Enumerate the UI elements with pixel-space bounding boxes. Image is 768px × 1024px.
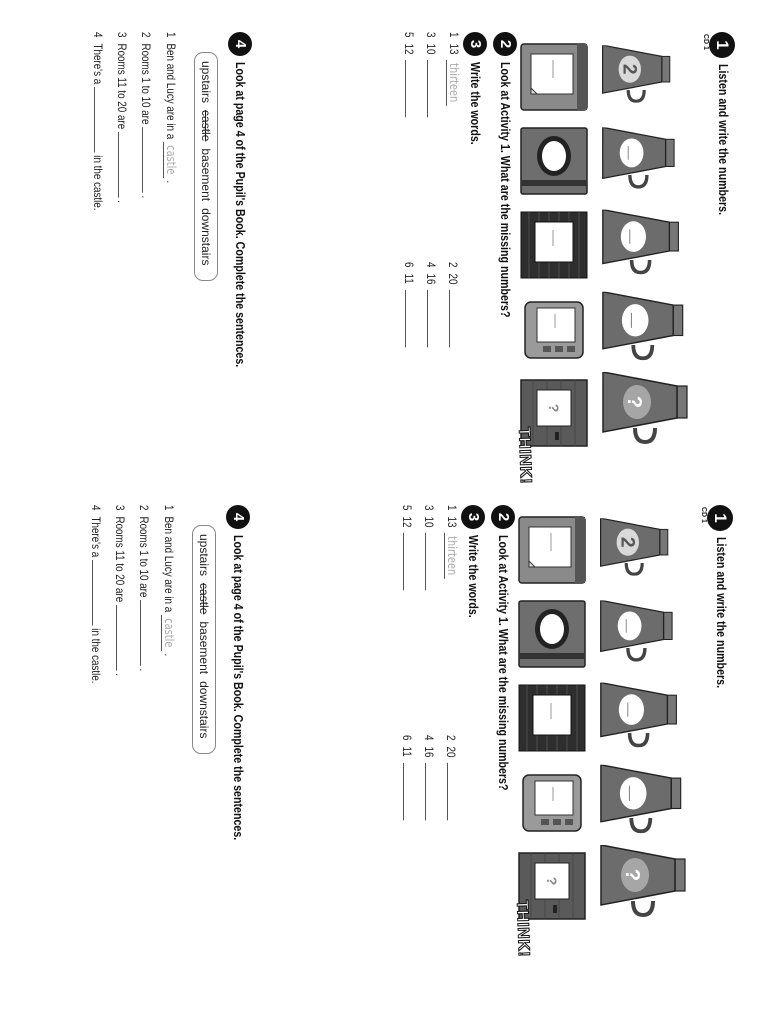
item-number: 4 (422, 735, 436, 741)
answer-blank[interactable] (118, 132, 130, 198)
write-words-item (446, 262, 461, 347)
activity-3-title: Write the words. (468, 62, 483, 145)
sentence-start: There's a (89, 516, 103, 558)
sentence-item (139, 32, 154, 198)
answer-handwritten[interactable]: castle (161, 615, 176, 651)
answer-blank[interactable] (94, 87, 106, 153)
activity-4-title: Look at page 4 of the Pupil's Book. Complete the sentences. (231, 535, 246, 841)
item-figure: 11 (402, 273, 416, 284)
weights-row (600, 32, 695, 492)
door-sign-icon (519, 42, 589, 112)
sentence-item (137, 505, 152, 671)
answer-blank[interactable] (427, 60, 439, 117)
word-bank-item: castle (197, 583, 211, 615)
word-bank-item: downstairs (199, 208, 213, 266)
item-number: 2 (137, 505, 151, 511)
room-brick-frame (517, 683, 587, 753)
example-number: 2 (618, 63, 641, 75)
write-words-item (444, 735, 459, 820)
activity-number-badge: 4 (226, 505, 250, 529)
sentence-item (163, 32, 178, 183)
brick-frame-icon (519, 210, 589, 280)
answer-blank[interactable] (425, 763, 437, 820)
answer-blank[interactable] (447, 763, 459, 820)
item-figure: 20 (444, 746, 458, 758)
write-words-item (400, 735, 415, 820)
porthole-icon (517, 599, 587, 669)
sentence-item (115, 32, 130, 203)
weight-bag-mystery (599, 845, 693, 917)
word-bank-item: upstairs (199, 61, 213, 104)
sentence-start: Rooms 1 to 10 are (139, 43, 153, 125)
worksheet-copy-bottom (378, 505, 733, 965)
item-figure: 20 (446, 273, 460, 285)
answer-handwritten[interactable]: thirteen (444, 533, 459, 579)
activity-number-badge: 4 (228, 32, 252, 56)
cd-track-tag: CD 1 (702, 34, 709, 50)
mystery-mark: ? (623, 395, 645, 409)
answer-blank[interactable] (405, 60, 417, 117)
think-label: THINK! (513, 899, 532, 958)
room-brick-frame (519, 210, 589, 280)
sentence-start: Ben and Lucy are in a (162, 516, 176, 613)
activity-2-title: Look at Activity 1. What are the missing numbers? (498, 62, 513, 318)
item-number: 4 (424, 262, 438, 268)
weights-row (598, 505, 693, 965)
mystery-mark: ? (546, 403, 562, 413)
example-number: 2 (616, 536, 639, 548)
activity-4-header (228, 32, 252, 492)
write-words-item (402, 32, 417, 117)
answer-blank[interactable] (427, 290, 439, 347)
sentence-item (89, 505, 104, 684)
weight-bag (601, 210, 686, 275)
activity-2-header (493, 32, 534, 492)
weight-bag (601, 45, 676, 103)
sentence-item (91, 32, 106, 211)
activity-number-badge: 3 (461, 505, 485, 529)
item-figure: 12 (400, 516, 414, 528)
item-number: 4 (91, 32, 105, 38)
activity-4-panel-top (52, 32, 252, 492)
item-figure: 11 (400, 746, 414, 757)
activity-number-badge: 1 (709, 32, 735, 58)
sentence-start: There's a (91, 43, 105, 85)
activity-1-title: Listen and write the numbers. (714, 537, 729, 689)
item-figure: 10 (422, 516, 436, 528)
item-figure: 10 (424, 43, 438, 55)
word-bank (194, 52, 218, 281)
item-number: 5 (400, 505, 414, 511)
item-figure: 13 (445, 516, 459, 528)
answer-handwritten[interactable]: thirteen (446, 60, 461, 106)
item-number: 3 (422, 505, 436, 511)
weight-bag (601, 292, 690, 360)
activity-3-list (391, 32, 461, 492)
item-number: 2 (444, 735, 458, 741)
word-bank (192, 525, 216, 754)
room-screen (517, 767, 587, 837)
room-door-sign (519, 42, 589, 112)
item-number: 1 (164, 32, 178, 38)
activity-number-badge: 1 (707, 505, 733, 531)
room-door-sign (517, 515, 587, 585)
word-bank-item: downstairs (197, 681, 211, 739)
write-words-item (424, 262, 439, 347)
screen-icon (519, 294, 589, 364)
sentence-item (113, 505, 128, 676)
activity-3-list (389, 505, 459, 965)
sentence-end: . (115, 200, 129, 204)
activity-1-header (699, 32, 735, 492)
item-number: 1 (162, 505, 176, 511)
activity-number-badge: 2 (491, 505, 515, 529)
activity-4-header (226, 505, 250, 965)
sentence-end: . (113, 673, 127, 677)
item-figure: 12 (402, 43, 416, 55)
brick-frame-icon (517, 683, 587, 753)
item-number: 3 (115, 32, 129, 38)
activity-2-title: Look at Activity 1. What are the missing numbers? (496, 535, 511, 791)
activity-4-title: Look at page 4 of the Pupil's Book. Complete the sentences. (233, 62, 248, 368)
answer-blank[interactable] (405, 290, 417, 347)
write-words-item (402, 262, 417, 347)
activity-3-header (463, 32, 487, 492)
mystery-mark: ? (544, 876, 560, 886)
word-bank-item: castle (199, 110, 213, 142)
weight-bag (599, 765, 688, 833)
weight-bag-icon (599, 683, 684, 748)
room-screen (519, 294, 589, 364)
answer-handwritten[interactable]: castle (163, 142, 178, 178)
sentence-end: . (137, 668, 151, 672)
weight-bag-mystery (601, 372, 695, 444)
sentence-end: . (162, 653, 176, 657)
answer-blank[interactable] (403, 763, 415, 820)
activity-4-panel-bottom (50, 505, 250, 965)
weight-bag-icon (599, 765, 688, 833)
sentence-end: in the castle. (89, 628, 103, 684)
activity-1-header (697, 505, 733, 965)
activity-number-badge: 3 (463, 32, 487, 56)
worksheet-copy-top (380, 32, 735, 492)
activity-number-badge: 2 (493, 32, 517, 56)
item-figure: 16 (424, 273, 438, 285)
door-sign-icon (517, 515, 587, 585)
room-porthole (519, 126, 589, 196)
write-words-item (444, 505, 459, 579)
sentence-start: Ben and Lucy are in a (164, 43, 178, 140)
weight-bag-icon (601, 292, 690, 360)
item-number: 1 (447, 32, 461, 38)
item-number: 3 (424, 32, 438, 38)
answer-blank[interactable] (449, 290, 461, 347)
answer-blank[interactable] (140, 600, 152, 666)
answer-blank[interactable] (425, 533, 437, 590)
item-number: 5 (402, 32, 416, 38)
sentence-start: Rooms 11 to 20 are (115, 43, 129, 130)
activity-3-title: Write the words. (466, 535, 481, 618)
write-words-item (424, 32, 439, 117)
cd-track-tag: CD 1 (700, 507, 707, 523)
word-bank-item: basement (197, 621, 211, 675)
weight-bag-icon (599, 600, 679, 661)
weight-bag (601, 127, 681, 188)
answer-blank[interactable] (92, 560, 104, 626)
item-number: 3 (113, 505, 127, 511)
screen-icon (517, 767, 587, 837)
sentence-end: . (139, 195, 153, 199)
item-number: 2 (446, 262, 460, 268)
sentence-item (161, 505, 176, 656)
item-number: 2 (139, 32, 153, 38)
answer-blank[interactable] (403, 533, 415, 590)
item-figure: 13 (447, 43, 461, 55)
activity-2-header (491, 505, 532, 965)
answer-blank[interactable] (142, 127, 154, 193)
mystery-mark: ? (621, 868, 643, 882)
answer-blank[interactable] (116, 605, 128, 671)
activity-3-header (461, 505, 485, 965)
item-number: 4 (89, 505, 103, 511)
write-words-item (446, 32, 461, 106)
weight-bag-icon (601, 127, 681, 188)
rooms-row (517, 32, 597, 492)
item-number: 6 (400, 735, 414, 741)
sentence-start: Rooms 11 to 20 are (113, 516, 127, 603)
porthole-icon (519, 126, 589, 196)
sentence-end: in the castle. (91, 155, 105, 211)
write-words-item (422, 735, 437, 820)
item-figure: 16 (422, 746, 436, 758)
write-words-item (400, 505, 415, 590)
weight-bag-icon (601, 210, 686, 275)
rooms-row (515, 505, 595, 965)
room-porthole (517, 599, 587, 669)
item-number: 1 (445, 505, 459, 511)
sentence-end: . (164, 180, 178, 184)
think-label: THINK! (515, 426, 534, 485)
weight-bag (599, 600, 679, 661)
sentence-start: Rooms 1 to 10 are (137, 516, 151, 598)
word-bank-item: upstairs (197, 534, 211, 577)
weight-bag (599, 683, 684, 748)
write-words-item (422, 505, 437, 590)
word-bank-item: basement (199, 148, 213, 202)
item-number: 6 (402, 262, 416, 268)
weight-bag (599, 518, 674, 576)
activity-1-title: Listen and write the numbers. (716, 64, 731, 216)
